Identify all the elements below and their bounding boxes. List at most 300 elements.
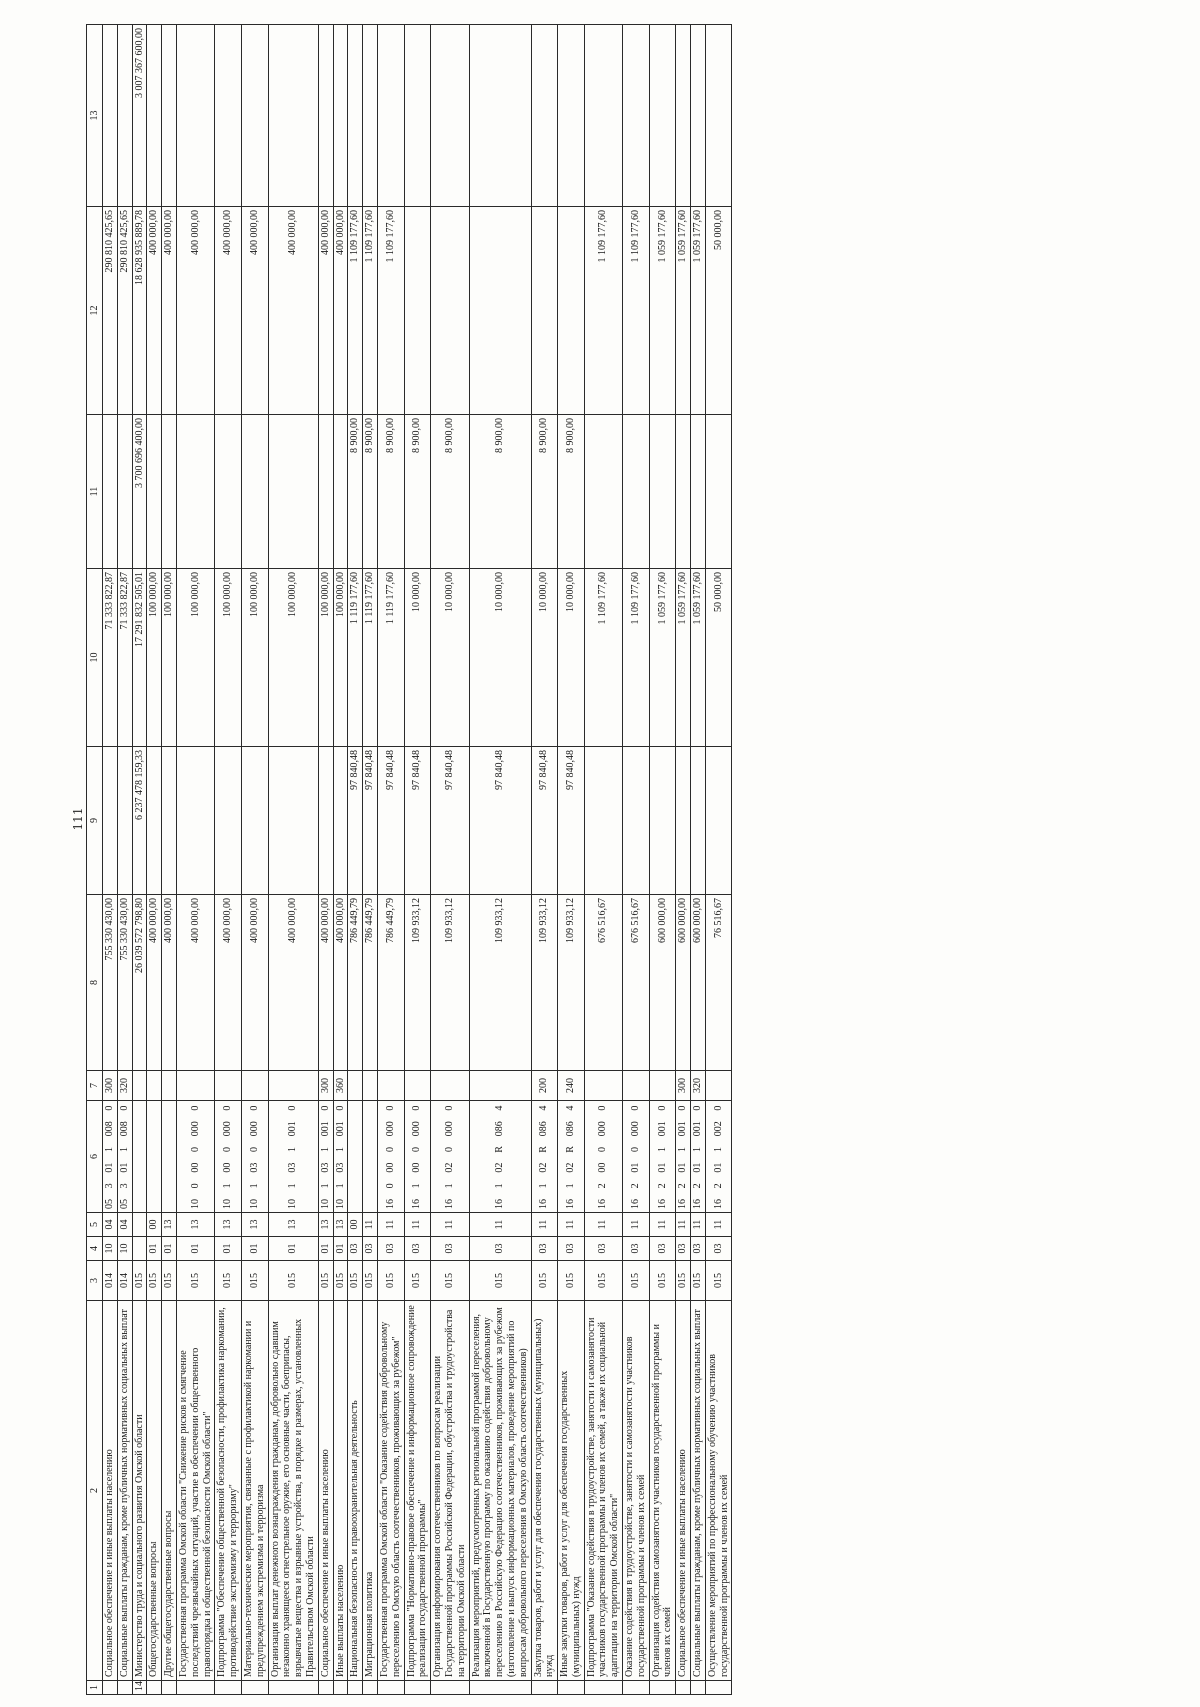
target-article-part: 0: [222, 1105, 234, 1111]
target-article-part: 16: [411, 1199, 423, 1209]
expense-type-cell: [132, 1071, 147, 1101]
table-row: [268, 25, 318, 1695]
target-article-cell: [176, 1101, 214, 1213]
row-number-cell: [469, 1681, 531, 1695]
target-article-part: 03: [319, 1162, 331, 1173]
item-name-cell: Подпрограмма "Нормативно-правовое обеспечение и информационное сопровождение реализации государственной программы": [404, 1301, 431, 1681]
amount-col-13-cell: [268, 25, 318, 207]
subsection-code-cell: 13: [241, 1213, 268, 1237]
table-row: [676, 25, 691, 1695]
target-article-part: 000: [384, 1121, 396, 1137]
amount-col-8-cell: 400 000,00: [215, 895, 242, 1071]
expense-type-cell: [176, 1071, 214, 1101]
target-article-part: 03: [287, 1162, 299, 1173]
amount-col-11-cell: [649, 415, 676, 569]
amount-col-13-cell: [469, 25, 531, 207]
target-article-part: 00: [384, 1162, 396, 1173]
amount-col-10-cell: 100 000,00: [333, 569, 348, 747]
target-article-part: 4: [538, 1105, 550, 1111]
target-article-part: 0: [443, 1146, 455, 1152]
subsection-code-cell: 11: [431, 1213, 469, 1237]
target-article-part: 000: [248, 1121, 260, 1137]
target-article-part: 0: [248, 1146, 260, 1152]
amount-col-12-cell: 1 109 177,60: [377, 207, 404, 415]
amount-col-9-cell: 97 840,48: [531, 747, 558, 895]
table-row: [623, 25, 650, 1695]
target-article-part: 2: [692, 1183, 704, 1189]
ministry-code-cell: 015: [241, 1261, 268, 1301]
target-article-part: 16: [629, 1199, 641, 1209]
subsection-code-cell: 04: [103, 1213, 118, 1237]
target-article-part: 16: [677, 1199, 689, 1209]
target-article-cell: [404, 1101, 431, 1213]
ministry-code-cell: 015: [162, 1261, 177, 1301]
expense-type-cell: 240: [558, 1071, 585, 1101]
column-header-3: 3: [87, 1261, 103, 1301]
amount-col-13-cell: [558, 25, 585, 207]
amount-col-13-cell: [691, 25, 706, 207]
item-name-cell: Осуществление мероприятий по профессиональному обучению участников государственной программы и членов их семей: [705, 1301, 732, 1681]
section-code-cell: 03: [558, 1237, 585, 1261]
amount-col-8-cell: 786 449,79: [363, 895, 378, 1071]
item-name-cell: Социальное обеспечение и иные выплаты населению: [318, 1301, 333, 1681]
target-article-part: 02: [494, 1162, 506, 1173]
amount-col-12-cell: [558, 207, 585, 415]
amount-col-12-cell: 1 059 177,60: [649, 207, 676, 415]
item-name-cell: Организация информирования соотечественников по вопросам реализации Государственной программы Российской Федерации, обустройства и трудоустройства на территории Омской области: [431, 1301, 469, 1681]
amount-col-13-cell: [431, 25, 469, 207]
amount-col-12-cell: 400 000,00: [176, 207, 214, 415]
amount-col-12-cell: 1 109 177,60: [348, 207, 363, 415]
table-row: [162, 25, 177, 1695]
amount-col-12-cell: 1 109 177,60: [623, 207, 650, 415]
target-article-cell: [558, 1101, 585, 1213]
amount-col-12-cell: 1 059 177,60: [691, 207, 706, 415]
target-article-part: 0: [692, 1105, 704, 1111]
amount-col-12-cell: [469, 207, 531, 415]
item-name-cell: Национальная безопасность и правоохранительная деятельность: [348, 1301, 363, 1681]
target-article-part: 0: [118, 1105, 130, 1111]
header-row: [87, 25, 103, 1695]
amount-col-9-cell: [176, 747, 214, 895]
target-article-cell: [705, 1101, 732, 1213]
target-article-part: 2: [597, 1183, 609, 1189]
target-article-part: 1: [319, 1183, 331, 1189]
table-row: [649, 25, 676, 1695]
subsection-code-cell: 00: [348, 1213, 363, 1237]
target-article-part: 0: [222, 1146, 234, 1152]
target-article-part: 00: [597, 1162, 609, 1173]
expense-type-cell: [241, 1071, 268, 1101]
amount-col-9-cell: [103, 747, 118, 895]
expense-type-cell: [404, 1071, 431, 1101]
target-article-part: 1: [334, 1183, 346, 1189]
amount-col-10-cell: 100 000,00: [162, 569, 177, 747]
ministry-code-cell: 015: [132, 1261, 147, 1301]
target-article-part: 01: [104, 1162, 115, 1173]
target-article-part: 008: [104, 1121, 115, 1137]
row-number-cell: [147, 1681, 162, 1695]
target-article-cell: [103, 1101, 118, 1213]
amount-col-8-cell: 76 516,67: [705, 895, 732, 1071]
ministry-code-cell: 015: [377, 1261, 404, 1301]
target-article-part: R: [494, 1146, 506, 1153]
subsection-code-cell: 13: [318, 1213, 333, 1237]
target-article-part: 0: [104, 1105, 115, 1111]
table-row: [558, 25, 585, 1695]
subsection-code-cell: 11: [469, 1213, 531, 1237]
target-article-part: 00: [189, 1162, 201, 1173]
amount-col-8-cell: 600 000,00: [649, 895, 676, 1071]
row-number-cell: [241, 1681, 268, 1695]
target-article-part: 001: [319, 1121, 331, 1137]
amount-col-13-cell: [103, 25, 118, 207]
amount-col-9-cell: [162, 747, 177, 895]
section-code-cell: 10: [117, 1237, 132, 1261]
column-header-1: 1: [87, 1681, 103, 1695]
target-article-cell: [147, 1101, 162, 1213]
expense-type-cell: [705, 1071, 732, 1101]
target-article-part: 001: [677, 1121, 689, 1137]
target-article-part: 000: [411, 1121, 423, 1137]
amount-col-11-cell: [117, 415, 132, 569]
amount-col-11-cell: [268, 415, 318, 569]
expense-type-cell: 320: [691, 1071, 706, 1101]
amount-col-9-cell: [268, 747, 318, 895]
amount-col-11-cell: [162, 415, 177, 569]
item-name-cell: Социальные выплаты гражданам, кроме публичных нормативных социальных выплат: [691, 1301, 706, 1681]
target-article-part: 2: [656, 1183, 668, 1189]
target-article-part: 2: [677, 1183, 689, 1189]
table-row: [103, 25, 118, 1695]
amount-col-10-cell: 1 119 177,60: [377, 569, 404, 747]
target-article-part: 4: [564, 1105, 576, 1111]
row-number-cell: [176, 1681, 214, 1695]
target-article-cell: [162, 1101, 177, 1213]
target-article-part: 002: [712, 1121, 724, 1137]
row-number-cell: [584, 1681, 622, 1695]
column-header-11: 11: [87, 415, 103, 569]
amount-col-9-cell: [318, 747, 333, 895]
expense-type-cell: 300: [676, 1071, 691, 1101]
amount-col-11-cell: 8 900,00: [348, 415, 363, 569]
subsection-code-cell: 00: [147, 1213, 162, 1237]
target-article-part: 086: [564, 1121, 576, 1137]
expense-type-cell: [377, 1071, 404, 1101]
amount-col-13-cell: [215, 25, 242, 207]
budget-table: [86, 24, 732, 1695]
column-header-2: 2: [87, 1301, 103, 1681]
subsection-code-cell: 11: [377, 1213, 404, 1237]
amount-col-12-cell: [431, 207, 469, 415]
amount-col-11-cell: [705, 415, 732, 569]
section-code-cell: 03: [431, 1237, 469, 1261]
subsection-code-cell: 13: [268, 1213, 318, 1237]
amount-col-11-cell: [691, 415, 706, 569]
amount-col-10-cell: 100 000,00: [241, 569, 268, 747]
target-article-cell: [215, 1101, 242, 1213]
target-article-part: 001: [334, 1121, 346, 1137]
subsection-code-cell: 11: [404, 1213, 431, 1237]
target-article-part: 1: [712, 1146, 724, 1152]
expense-type-cell: [363, 1071, 378, 1101]
target-article-part: 000: [629, 1121, 641, 1137]
amount-col-8-cell: 400 000,00: [333, 895, 348, 1071]
row-number-cell: [348, 1681, 363, 1695]
item-name-cell: Оказание содействия в трудоустройстве, занятости и самозанятости участников государственной программы и членов их семей: [623, 1301, 650, 1681]
target-article-cell: [691, 1101, 706, 1213]
target-article-cell: [584, 1101, 622, 1213]
amount-col-13-cell: [147, 25, 162, 207]
target-article-part: 1: [656, 1146, 668, 1152]
item-name-cell: Министерство труда и социального развития Омской области: [132, 1301, 147, 1681]
amount-col-8-cell: 676 516,67: [584, 895, 622, 1071]
amount-col-13-cell: [584, 25, 622, 207]
expense-type-cell: 320: [117, 1071, 132, 1101]
item-name-cell: Иные выплаты населению: [333, 1301, 348, 1681]
target-article-part: 10: [248, 1199, 260, 1209]
ministry-code-cell: 015: [623, 1261, 650, 1301]
target-article-part: 001: [692, 1121, 704, 1137]
target-article-part: 001: [287, 1121, 299, 1137]
item-name-cell: Организация выплат денежного вознаграждения гражданам, добровольно сдавшим незаконно хранящееся огнестрельное оружие, его основные части, боеприпасы, взрывчатые вещества и взрывные устройства, в порядке и размерах, установленных Правительством Омской области: [268, 1301, 318, 1681]
amount-col-8-cell: 600 000,00: [691, 895, 706, 1071]
amount-col-10-cell: 100 000,00: [147, 569, 162, 747]
amount-col-11-cell: 8 900,00: [531, 415, 558, 569]
amount-col-9-cell: [649, 747, 676, 895]
expense-type-cell: 360: [333, 1071, 348, 1101]
amount-col-11-cell: [215, 415, 242, 569]
amount-col-12-cell: 1 109 177,60: [363, 207, 378, 415]
amount-col-10-cell: 1 119 177,60: [363, 569, 378, 747]
row-number-cell: [333, 1681, 348, 1695]
amount-col-13-cell: [162, 25, 177, 207]
table-row: [377, 25, 404, 1695]
subsection-code-cell: 11: [676, 1213, 691, 1237]
amount-col-8-cell: 109 933,12: [469, 895, 531, 1071]
expense-type-cell: [623, 1071, 650, 1101]
target-article-part: 03: [248, 1162, 260, 1173]
amount-col-8-cell: 400 000,00: [147, 895, 162, 1071]
target-article-part: 01: [629, 1162, 641, 1173]
amount-col-10-cell: 100 000,00: [215, 569, 242, 747]
target-article-part: 0: [597, 1105, 609, 1111]
section-code-cell: [132, 1237, 147, 1261]
amount-col-13-cell: [649, 25, 676, 207]
ministry-code-cell: 015: [649, 1261, 676, 1301]
amount-col-10-cell: 100 000,00: [268, 569, 318, 747]
row-number-cell: [404, 1681, 431, 1695]
amount-col-9-cell: [215, 747, 242, 895]
target-article-part: 0: [384, 1183, 396, 1189]
target-article-part: 16: [692, 1199, 704, 1209]
amount-col-12-cell: 290 810 425,65: [117, 207, 132, 415]
expense-type-cell: [584, 1071, 622, 1101]
section-code-cell: 01: [215, 1237, 242, 1261]
amount-col-11-cell: 8 900,00: [431, 415, 469, 569]
expense-type-cell: [215, 1071, 242, 1101]
table-row: [318, 25, 333, 1695]
amount-col-8-cell: 600 000,00: [676, 895, 691, 1071]
target-article-part: 1: [443, 1183, 455, 1189]
target-article-part: 16: [443, 1199, 455, 1209]
amount-col-12-cell: 1 059 177,60: [676, 207, 691, 415]
target-article-part: 16: [564, 1199, 576, 1209]
ministry-code-cell: 015: [363, 1261, 378, 1301]
section-code-cell: 01: [147, 1237, 162, 1261]
item-name-cell: Государственная программа Омской области "Снижение рисков и смягчение последствий чрезвычайных ситуаций, участие в обеспечении общественного правопорядка и общественной безопасности Омской области": [176, 1301, 214, 1681]
section-code-cell: 01: [318, 1237, 333, 1261]
target-article-part: 05: [118, 1199, 130, 1209]
amount-col-9-cell: [241, 747, 268, 895]
target-article-part: 01: [677, 1162, 689, 1173]
amount-col-12-cell: 400 000,00: [333, 207, 348, 415]
target-article-part: 16: [384, 1199, 396, 1209]
table-row: [469, 25, 531, 1695]
ministry-code-cell: 014: [103, 1261, 118, 1301]
target-article-part: 000: [222, 1121, 234, 1137]
target-article-part: 10: [222, 1199, 234, 1209]
subsection-code-cell: 11: [705, 1213, 732, 1237]
amount-col-8-cell: 786 449,79: [377, 895, 404, 1071]
target-article-part: 0: [677, 1105, 689, 1111]
table-row: [333, 25, 348, 1695]
target-article-part: 00: [222, 1162, 234, 1173]
amount-col-12-cell: 290 810 425,65: [103, 207, 118, 415]
row-number-cell: [705, 1681, 732, 1695]
section-code-cell: 01: [162, 1237, 177, 1261]
section-code-cell: 03: [363, 1237, 378, 1261]
section-code-cell: 03: [377, 1237, 404, 1261]
amount-col-10-cell: 71 333 822,87: [103, 569, 118, 747]
amount-col-13-cell: [333, 25, 348, 207]
target-article-cell: [363, 1101, 378, 1213]
row-number-cell: [623, 1681, 650, 1695]
table-row: [584, 25, 622, 1695]
amount-col-9-cell: 97 840,48: [377, 747, 404, 895]
target-article-part: 10: [287, 1199, 299, 1209]
target-article-part: 0: [287, 1105, 299, 1111]
column-header-10: 10: [87, 569, 103, 747]
target-article-part: 000: [443, 1121, 455, 1137]
table-row: [531, 25, 558, 1695]
subsection-code-cell: 11: [531, 1213, 558, 1237]
target-article-part: 0: [411, 1146, 423, 1152]
amount-col-13-cell: [117, 25, 132, 207]
expense-type-cell: [431, 1071, 469, 1101]
amount-col-12-cell: 400 000,00: [162, 207, 177, 415]
amount-col-11-cell: [147, 415, 162, 569]
target-article-part: 16: [494, 1199, 506, 1209]
target-article-part: 01: [712, 1162, 724, 1173]
target-article-part: 0: [712, 1105, 724, 1111]
target-article-part: 0: [248, 1105, 260, 1111]
amount-col-10-cell: 100 000,00: [176, 569, 214, 747]
amount-col-9-cell: [691, 747, 706, 895]
item-name-cell: Социальное обеспечение и иные выплаты населению: [103, 1301, 118, 1681]
target-article-part: 0: [334, 1105, 346, 1111]
subsection-code-cell: [132, 1213, 147, 1237]
target-article-part: 2: [712, 1183, 724, 1189]
amount-col-8-cell: 786 449,79: [348, 895, 363, 1071]
target-article-part: 02: [564, 1162, 576, 1173]
target-article-cell: [348, 1101, 363, 1213]
amount-col-12-cell: [531, 207, 558, 415]
section-code-cell: 03: [404, 1237, 431, 1261]
ministry-code-cell: 015: [404, 1261, 431, 1301]
amount-col-9-cell: [676, 747, 691, 895]
row-number-cell: [531, 1681, 558, 1695]
amount-col-9-cell: 97 840,48: [363, 747, 378, 895]
target-article-part: R: [564, 1146, 576, 1153]
table-row: [691, 25, 706, 1695]
item-name-cell: Материально-технические мероприятия, связанные с профилактикой наркомании и предупреждением экстремизма и терроризма: [241, 1301, 268, 1681]
target-article-cell: [431, 1101, 469, 1213]
target-article-part: 05: [104, 1199, 115, 1209]
target-article-part: 16: [712, 1199, 724, 1209]
table-row: [348, 25, 363, 1695]
amount-col-10-cell: 10 000,00: [431, 569, 469, 747]
amount-col-12-cell: [404, 207, 431, 415]
amount-col-10-cell: 10 000,00: [558, 569, 585, 747]
column-header-13: 13: [87, 25, 103, 207]
page-number: 111: [71, 807, 85, 831]
amount-col-10-cell: 10 000,00: [531, 569, 558, 747]
target-article-cell: [469, 1101, 531, 1213]
amount-col-9-cell: [333, 747, 348, 895]
section-code-cell: 03: [469, 1237, 531, 1261]
target-article-part: 1: [319, 1146, 331, 1152]
expense-type-cell: [649, 1071, 676, 1101]
target-article-part: 03: [334, 1162, 346, 1173]
expense-type-cell: [162, 1071, 177, 1101]
amount-col-9-cell: [623, 747, 650, 895]
target-article-cell: [623, 1101, 650, 1213]
target-article-part: 0: [189, 1105, 201, 1111]
target-article-part: 3: [104, 1183, 115, 1189]
subsection-code-cell: 13: [162, 1213, 177, 1237]
ministry-code-cell: 015: [215, 1261, 242, 1301]
section-code-cell: 01: [176, 1237, 214, 1261]
item-name-cell: Иные закупки товаров, работ и услуг для обеспечения государственных (муниципальных) нужд: [558, 1301, 585, 1681]
ministry-code-cell: 015: [333, 1261, 348, 1301]
ministry-code-cell: 015: [676, 1261, 691, 1301]
amount-col-9-cell: [117, 747, 132, 895]
amount-col-8-cell: 400 000,00: [176, 895, 214, 1071]
amount-col-8-cell: 400 000,00: [318, 895, 333, 1071]
amount-col-10-cell: 50 000,00: [705, 569, 732, 747]
target-article-part: 1: [564, 1183, 576, 1189]
amount-col-8-cell: 109 933,12: [531, 895, 558, 1071]
ministry-code-cell: 015: [318, 1261, 333, 1301]
subsection-code-cell: 13: [333, 1213, 348, 1237]
ministry-code-cell: 015: [584, 1261, 622, 1301]
amount-col-11-cell: [676, 415, 691, 569]
target-article-part: 16: [538, 1199, 550, 1209]
target-article-part: 02: [443, 1162, 455, 1173]
table-row: [241, 25, 268, 1695]
amount-col-13-cell: [377, 25, 404, 207]
expense-type-cell: [348, 1071, 363, 1101]
amount-col-13-cell: [676, 25, 691, 207]
item-name-cell: Миграционная политика: [363, 1301, 378, 1681]
amount-col-13-cell: [531, 25, 558, 207]
target-article-part: 01: [692, 1162, 704, 1173]
target-article-part: 0: [411, 1105, 423, 1111]
amount-col-12-cell: 400 000,00: [268, 207, 318, 415]
target-article-part: 086: [494, 1121, 506, 1137]
amount-col-8-cell: 109 933,12: [558, 895, 585, 1071]
